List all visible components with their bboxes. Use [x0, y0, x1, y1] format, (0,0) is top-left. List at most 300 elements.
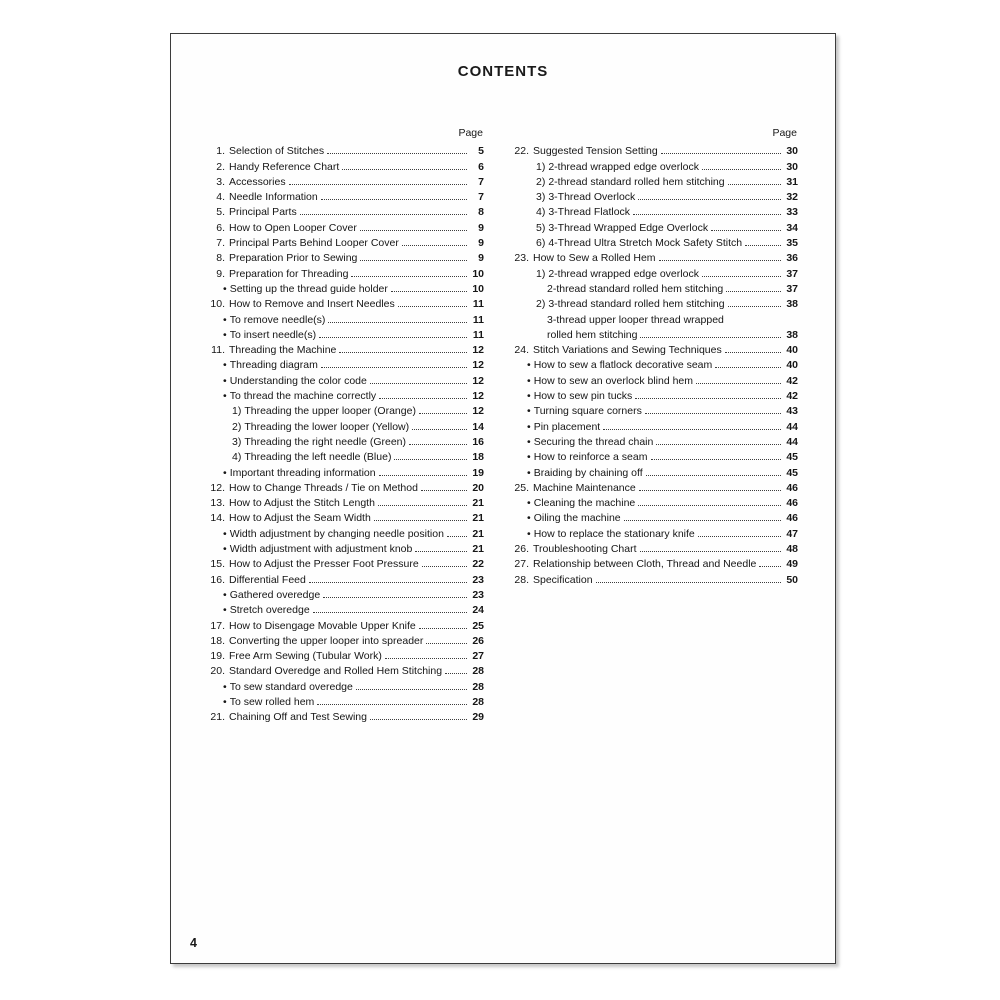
toc-item-label: 3-Thread Overlock [548, 191, 636, 204]
toc-item-marker: • [223, 543, 227, 556]
dot-leader [360, 230, 467, 231]
dot-leader [328, 322, 467, 323]
toc-item-label: Suggested Tension Setting [533, 145, 658, 158]
dot-leader [379, 398, 467, 399]
toc-item-label: Threading the left needle (Blue) [244, 451, 392, 464]
toc-item-page: 45 [786, 466, 798, 479]
dot-leader [640, 337, 781, 338]
dot-leader [725, 352, 781, 353]
toc-item-marker: • [527, 435, 531, 448]
toc-item-label: How to reinforce a seam [533, 451, 648, 464]
toc-item-label: Specification [533, 573, 593, 586]
dot-leader [356, 689, 467, 690]
toc-item-label: How to Change Threads / Tie on Method [229, 481, 418, 494]
dot-leader [745, 245, 781, 246]
dot-leader [339, 352, 467, 353]
toc-item-label: Understanding the color code [229, 374, 367, 387]
dot-leader [638, 199, 781, 200]
toc-item-label: Setting up the thread guide holder [229, 282, 388, 295]
dot-leader [409, 444, 467, 445]
toc-item-page: 11 [472, 313, 484, 326]
dot-leader [289, 184, 467, 185]
toc-item-label: Width adjustment with adjustment knob [229, 543, 413, 556]
toc-item-label: Preparation for Threading [229, 267, 349, 280]
toc-row [509, 557, 798, 572]
toc-row [205, 221, 484, 236]
toc-item-marker: 21. [210, 711, 225, 724]
dot-leader [391, 291, 467, 292]
toc-item-page: 12 [472, 374, 484, 387]
toc-item-page: 38 [786, 298, 798, 311]
toc-item-marker: • [527, 359, 531, 372]
toc-row [223, 389, 484, 404]
toc-column-right [509, 126, 798, 588]
toc-item-page: 25 [472, 619, 484, 632]
toc-item-label: Converting the upper looper into spreader [229, 634, 424, 647]
toc-item-page: 23 [472, 573, 484, 586]
toc-item-page: 21 [472, 497, 484, 510]
toc-item-marker: 2) [536, 175, 546, 188]
toc-row [527, 511, 798, 526]
toc-item-marker: 15. [210, 558, 225, 571]
toc-item-page: 16 [472, 435, 484, 448]
dot-leader [317, 704, 467, 705]
toc-row [205, 511, 484, 526]
toc-item-marker: • [527, 527, 531, 540]
toc-item-page: 27 [472, 650, 484, 663]
dot-leader [715, 367, 781, 368]
toc-item-label: Braiding by chaining off [533, 466, 643, 479]
toc-item-page: 10 [472, 282, 484, 295]
toc-item-label: How to Adjust the Stitch Length [229, 497, 375, 510]
dot-leader [702, 276, 781, 277]
dot-leader [639, 490, 781, 491]
toc-item-page: 20 [472, 481, 484, 494]
dot-leader [711, 230, 781, 231]
toc-row [547, 328, 798, 343]
toc-item-page: 11 [472, 328, 484, 341]
toc-item-label: 2-thread wrapped edge overlock [548, 267, 699, 280]
toc-row [232, 420, 484, 435]
toc-item-label: 3-thread standard rolled hem stitching [548, 298, 725, 311]
toc-row [536, 236, 798, 251]
toc-item-marker: 2. [216, 160, 225, 173]
toc-row [527, 420, 798, 435]
toc-item-marker: 23. [514, 252, 529, 265]
toc-item-marker: 18. [210, 634, 225, 647]
toc-item-marker: 4. [216, 191, 225, 204]
toc-item-marker: 3) [536, 191, 546, 204]
toc-row [547, 282, 798, 297]
toc-item-page: 21 [472, 527, 484, 540]
toc-item-label: rolled hem stitching [547, 328, 638, 341]
toc-row [205, 160, 484, 175]
toc-rows-left [205, 144, 484, 725]
toc-item-page: 37 [786, 267, 798, 280]
toc-row [223, 313, 484, 328]
dot-leader [698, 536, 781, 537]
toc-row [205, 573, 484, 588]
toc-item-page: 24 [472, 604, 484, 617]
toc-item-marker: • [223, 588, 227, 601]
toc-item-marker: • [223, 390, 227, 403]
toc-row [536, 205, 798, 220]
dot-leader [646, 475, 781, 476]
toc-item-marker: 12. [210, 481, 225, 494]
dot-leader [421, 490, 467, 491]
dot-leader [635, 398, 781, 399]
toc-item-marker: • [223, 527, 227, 540]
dot-leader [603, 429, 781, 430]
dot-leader [661, 153, 781, 154]
toc-item-page: 29 [472, 711, 484, 724]
toc-item-label: Preparation Prior to Sewing [229, 252, 358, 265]
toc-item-marker: • [223, 359, 227, 372]
toc-row [223, 527, 484, 542]
dot-leader [309, 582, 467, 583]
toc-item-label: 3-Thread Flatlock [548, 206, 631, 219]
toc-item-marker: • [223, 328, 227, 341]
toc-item-label: How to sew a flatlock decorative seam [533, 359, 713, 372]
toc-item-page: 26 [472, 634, 484, 647]
toc-row [232, 404, 484, 419]
dot-leader [378, 505, 467, 506]
toc-item-marker: 8. [216, 252, 225, 265]
toc-item-marker: • [527, 390, 531, 403]
toc-item-marker: • [223, 680, 227, 693]
toc-row [223, 680, 484, 695]
toc-item-label: Accessories [229, 175, 286, 188]
toc-row [205, 481, 484, 496]
page-column-header-right: Page [772, 127, 797, 139]
toc-item-marker: • [223, 313, 227, 326]
toc-column-left [205, 126, 484, 726]
toc-item-marker: 1) [536, 160, 546, 173]
toc-item-page: 50 [786, 573, 798, 586]
toc-item-label: Turning square corners [533, 405, 642, 418]
toc-item-label: Threading the Machine [229, 344, 337, 357]
toc-item-page: 7 [478, 191, 484, 204]
toc-item-page: 28 [472, 695, 484, 708]
toc-item-marker: • [527, 374, 531, 387]
toc-item-page: 40 [786, 344, 798, 357]
toc-item-page: 47 [786, 527, 798, 540]
dot-leader [419, 628, 467, 629]
toc-row [205, 664, 484, 679]
toc-row [205, 236, 484, 251]
toc-item-marker: • [223, 282, 227, 295]
dot-leader [633, 214, 781, 215]
toc-item-marker: 11. [211, 344, 225, 357]
toc-item-page: 46 [786, 497, 798, 510]
dot-leader [726, 291, 781, 292]
toc-item-page: 31 [786, 175, 798, 188]
toc-item-page: 30 [786, 145, 798, 158]
dot-leader [327, 153, 467, 154]
toc-item-label: To sew standard overedge [229, 680, 353, 693]
dot-leader [728, 184, 781, 185]
toc-item-label: Gathered overedge [229, 588, 321, 601]
dot-leader [702, 169, 781, 170]
toc-item-marker: 9. [216, 267, 225, 280]
dot-leader [696, 383, 781, 384]
toc-item-page: 12 [472, 390, 484, 403]
toc-item-label: Relationship between Cloth, Thread and Needle [533, 558, 757, 571]
toc-item-label: Threading the right needle (Green) [244, 435, 407, 448]
toc-item-marker: 6. [216, 221, 225, 234]
toc-item-page: 45 [786, 451, 798, 464]
toc-item-label: Width adjustment by changing needle position [229, 527, 444, 540]
toc-item-marker: • [527, 466, 531, 479]
toc-item-label: Threading the upper looper (Orange) [244, 405, 416, 418]
toc-item-label: 2-thread standard rolled hem stitching [547, 282, 724, 295]
toc-item-label: Needle Information [229, 191, 318, 204]
dot-leader [624, 520, 781, 521]
page-column-header-left: Page [458, 127, 483, 139]
toc-row [509, 573, 798, 588]
toc-item-page: 28 [472, 665, 484, 678]
toc-item-marker: 5. [216, 206, 225, 219]
toc-item-marker: 1) [536, 267, 546, 280]
toc-item-marker: • [527, 420, 531, 433]
dot-leader [638, 505, 781, 506]
toc-row [536, 267, 798, 282]
toc-item-label: Troubleshooting Chart [533, 543, 637, 556]
dot-leader [412, 429, 467, 430]
toc-row [223, 603, 484, 618]
toc-item-label: To insert needle(s) [229, 328, 317, 341]
toc-item-label: How to sew an overlock blind hem [533, 374, 694, 387]
toc-item-label: Principal Parts Behind Looper Cover [229, 237, 399, 250]
toc-row [223, 542, 484, 557]
toc-item-page: 9 [478, 237, 484, 250]
toc-item-marker: 6) [536, 237, 546, 250]
toc-item-label: How to Remove and Insert Needles [229, 298, 395, 311]
toc-item-page: 19 [472, 466, 484, 479]
toc-item-label: Oiling the machine [533, 512, 621, 525]
toc-item-marker: • [223, 695, 227, 708]
toc-item-label: Stitch Variations and Sewing Techniques [533, 344, 722, 357]
toc-item-page: 40 [786, 359, 798, 372]
toc-item-label: Differential Feed [229, 573, 306, 586]
toc-item-page: 30 [786, 160, 798, 173]
dot-leader [445, 673, 467, 674]
dot-leader [415, 551, 467, 552]
dot-leader [651, 459, 782, 460]
dot-leader [426, 643, 467, 644]
toc-item-label: 4-Thread Ultra Stretch Mock Safety Stitch [548, 237, 743, 250]
toc-row [527, 404, 798, 419]
toc-item-label: Important threading information [229, 466, 376, 479]
toc-row [536, 190, 798, 205]
toc-row [205, 649, 484, 664]
toc-item-marker: 3. [216, 175, 225, 188]
toc-item-label: Selection of Stitches [229, 145, 325, 158]
toc-item-label: Pin placement [533, 420, 601, 433]
toc-item-page: 6 [478, 160, 484, 173]
toc-item-label: 3-thread upper looper thread wrapped [547, 313, 724, 326]
toc-item-label: How to Adjust the Seam Width [229, 512, 371, 525]
toc-item-marker: 20. [210, 665, 225, 678]
toc-item-label: How to replace the stationary knife [533, 527, 695, 540]
dot-leader [728, 306, 781, 307]
toc-row [527, 374, 798, 389]
toc-row [205, 634, 484, 649]
toc-row [536, 297, 798, 312]
toc-item-page: 18 [472, 451, 484, 464]
toc-item-marker: • [223, 466, 227, 479]
toc-item-marker: 13. [210, 497, 225, 510]
toc-item-marker: • [527, 451, 531, 464]
toc-item-page: 43 [786, 405, 798, 418]
toc-item-marker: 28. [514, 573, 529, 586]
dot-leader [321, 199, 467, 200]
toc-item-page: 48 [786, 543, 798, 556]
folio-page-number: 4 [190, 936, 197, 950]
toc-item-label: 3-Thread Wrapped Edge Overlock [548, 221, 709, 234]
toc-item-page: 42 [786, 390, 798, 403]
toc-item-page: 28 [472, 680, 484, 693]
toc-row [527, 496, 798, 511]
toc-item-page: 21 [472, 543, 484, 556]
dot-leader [419, 413, 467, 414]
toc-item-marker: 5) [536, 221, 546, 234]
toc-item-marker: 22. [514, 145, 529, 158]
toc-row [205, 251, 484, 266]
toc-item-page: 21 [472, 512, 484, 525]
toc-item-label: Chaining Off and Test Sewing [229, 711, 367, 724]
dot-leader [313, 612, 467, 613]
toc-item-page: 37 [786, 282, 798, 295]
toc-row [223, 282, 484, 297]
toc-item-marker: • [223, 374, 227, 387]
toc-row [223, 695, 484, 710]
toc-item-page: 35 [786, 237, 798, 250]
toc-row [536, 160, 798, 175]
dot-leader [321, 367, 467, 368]
toc-row [223, 374, 484, 389]
toc-item-page: 49 [786, 558, 798, 571]
toc-row [509, 144, 798, 159]
dot-leader [447, 536, 467, 537]
toc-item-marker: 25. [514, 481, 529, 494]
toc-item-page: 33 [786, 206, 798, 219]
toc-item-label: 2-thread wrapped edge overlock [548, 160, 699, 173]
dot-leader [370, 719, 467, 720]
toc-item-marker: • [527, 497, 531, 510]
toc-item-marker: 7. [216, 237, 225, 250]
toc-item-marker: 4) [536, 206, 546, 219]
toc-item-page: 34 [786, 221, 798, 234]
dot-leader [656, 444, 781, 445]
toc-item-label: Standard Overedge and Rolled Hem Stitching [229, 665, 443, 678]
toc-row [509, 481, 798, 496]
dot-leader [394, 459, 467, 460]
toc-item-marker: 14. [210, 512, 225, 525]
toc-item-page: 10 [472, 267, 484, 280]
toc-row [547, 313, 798, 328]
toc-row [527, 466, 798, 481]
toc-item-marker: 16. [210, 573, 225, 586]
toc-item-label: Cleaning the machine [533, 497, 636, 510]
toc-item-marker: 27. [514, 558, 529, 571]
toc-item-label: Threading diagram [229, 359, 318, 372]
toc-row [527, 450, 798, 465]
toc-item-page: 12 [472, 405, 484, 418]
toc-row [527, 358, 798, 373]
toc-item-page: 44 [786, 420, 798, 433]
toc-item-page: 44 [786, 435, 798, 448]
toc-item-marker: 24. [514, 344, 529, 357]
toc-item-label: How to Sew a Rolled Hem [533, 252, 656, 265]
toc-item-marker: • [527, 512, 531, 525]
toc-item-page: 42 [786, 374, 798, 387]
toc-row [527, 389, 798, 404]
toc-item-page: 12 [472, 359, 484, 372]
dot-leader [398, 306, 467, 307]
toc-item-marker: 3) [232, 435, 242, 448]
toc-item-marker: 2) [232, 420, 242, 433]
toc-row [527, 527, 798, 542]
toc-item-marker: • [527, 405, 531, 418]
toc-item-label: How to Disengage Movable Upper Knife [229, 619, 416, 632]
dot-leader [379, 475, 467, 476]
toc-item-label: Principal Parts [229, 206, 297, 219]
dot-leader [402, 245, 467, 246]
toc-row [509, 542, 798, 557]
toc-item-marker: 19. [210, 650, 225, 663]
toc-item-page: 5 [478, 145, 484, 158]
toc-item-page: 9 [478, 221, 484, 234]
toc-item-label: Free Arm Sewing (Tubular Work) [229, 650, 382, 663]
manual-page [170, 33, 836, 964]
toc-item-page: 7 [478, 175, 484, 188]
dot-leader [319, 337, 467, 338]
toc-item-page: 46 [786, 481, 798, 494]
toc-item-label: Stretch overedge [229, 604, 310, 617]
dot-leader [640, 551, 781, 552]
dot-leader [360, 260, 467, 261]
toc-item-page: 12 [472, 344, 484, 357]
toc-rows-right [509, 144, 798, 588]
dot-leader [370, 383, 467, 384]
dot-leader [759, 566, 781, 567]
toc-item-marker: 1. [216, 145, 225, 158]
toc-row [205, 205, 484, 220]
toc-row [223, 466, 484, 481]
toc-row [232, 435, 484, 450]
toc-item-label: How to Open Looper Cover [229, 221, 357, 234]
toc-item-page: 14 [472, 420, 484, 433]
toc-row [205, 343, 484, 358]
toc-item-marker: 1) [232, 405, 242, 418]
toc-item-label: 2-thread standard rolled hem stitching [548, 175, 725, 188]
toc-item-page: 22 [472, 558, 484, 571]
dot-leader [645, 413, 781, 414]
toc-row [205, 297, 484, 312]
toc-row [232, 450, 484, 465]
toc-row [205, 496, 484, 511]
toc-item-label: To thread the machine correctly [229, 390, 377, 403]
toc-row [223, 328, 484, 343]
toc-row [223, 358, 484, 373]
toc-row [536, 175, 798, 190]
page-title: CONTENTS [457, 63, 549, 80]
toc-item-label: How to Adjust the Presser Foot Pressure [229, 558, 419, 571]
toc-item-page: 23 [472, 588, 484, 601]
dot-leader [351, 276, 467, 277]
toc-item-marker: 26. [514, 543, 529, 556]
